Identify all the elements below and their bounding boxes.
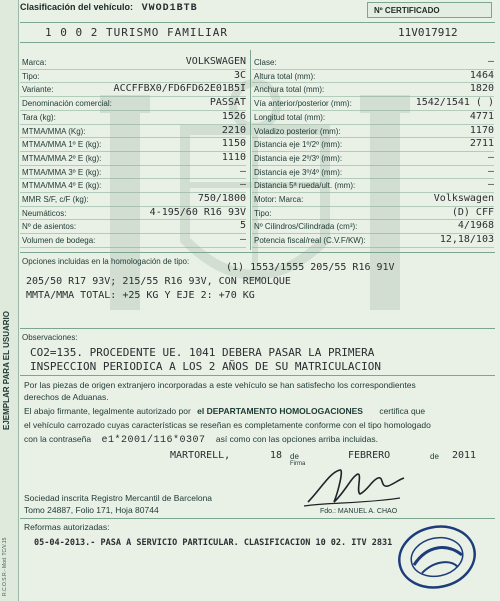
left_fields-label: Neumáticos: — [22, 208, 67, 218]
right_fields-label: Clase: — [254, 58, 277, 67]
classification-line: 1 0 0 2 TURISMO FAMILIAR — [45, 26, 228, 39]
right_fields-label: Distancia eje 2º/3º (mm): — [254, 153, 343, 163]
issue-year: 2011 — [452, 450, 477, 461]
right_fields-value: 4771 — [469, 110, 494, 122]
left_fields-label: Volumen de bodega: — [22, 236, 96, 246]
left_fields-value: VOLKSWAGEN — [185, 56, 246, 67]
right_fields-value: 2711 — [469, 138, 494, 150]
left_fields-value: ACCFFBX0/FD6FD62E01B5I — [113, 83, 246, 95]
reform-entry: 05-04-2013.- PASA A SERVICIO PARTICULAR. CLASIFICACION 10 02. ITV 2831 — [34, 538, 393, 548]
sidebar-label: EJEMPLAR PARA EL USUARIO — [2, 311, 11, 430]
signer-statement — [24, 406, 425, 416]
observations-line-2: INSPECCION PERIODICA A LOS 2 AÑOS DE SU MATRICULACION — [30, 360, 381, 373]
options-label: Opciones incluidas en la homologación de tipo: — [22, 257, 190, 266]
reforms-label: Reformas autorizadas: — [24, 522, 110, 532]
signer-statement-c: certifica que — [379, 406, 426, 416]
left_fields-label: MTMA/MMA 3º E (kg): — [22, 167, 102, 177]
left_fields-value: 1110 — [221, 151, 246, 163]
left_fields-value: 1526 — [221, 110, 246, 122]
classification-code: VWOD1BTB — [141, 3, 198, 14]
left_fields-label: Tipo: — [22, 71, 40, 81]
right_fields-value: (D) CFF — [451, 206, 494, 218]
right_fields-label: Tipo: — [254, 208, 272, 218]
signer-name: Fdo.: MANUEL A. CHAO — [320, 508, 398, 515]
approval-number: e1*2001/116*0307 — [101, 435, 206, 446]
registry-line-2: Tomo 24887, Folio 171, Hoja 80744 — [24, 505, 159, 515]
right_fields-value: 1542/1541 ( ) — [415, 97, 494, 109]
right_fields-value: 1170 — [469, 124, 494, 136]
right_fields-value: 4/1968 — [457, 220, 494, 232]
department-name: el DEPARTAMENTO HOMOLOGACIONES — [197, 406, 363, 416]
registry-line-1: Sociedad inscrita Registro Mercantil de Barcelona — [24, 493, 213, 503]
classification-header — [20, 2, 198, 14]
left_fields-label: MTMA/MMA 4º E (kg): — [22, 181, 102, 191]
right_fields-value: — — [487, 151, 494, 163]
right_fields-label: Potencia fiscal/real (C.V.F/KW): — [254, 236, 366, 246]
sidebar-model-code: R.C.O.S.R.- Mod. TC/V.15 — [2, 537, 8, 596]
customs-text: Por las piezas de origen extranjero incorporadas a este vehículo se han satisfecho los correspondientes — [24, 380, 416, 390]
options-line-2: 205/50 R17 93V; 215/55 R16 93V, CON REMOLQUE — [26, 276, 291, 287]
issue-day: 18 — [270, 450, 283, 461]
right_fields-label: Distancia eje 1º/2º (mm): — [254, 140, 343, 150]
certificate-number: 11V017912 — [398, 26, 458, 39]
right_fields-value: — — [487, 179, 494, 191]
left_fields-label: MTMA/MMA 1º E (kg): — [22, 140, 102, 150]
left_fields-label: Variante: — [22, 85, 54, 95]
left_fields-label: MTMA/MMA 2º E (kg): — [22, 153, 102, 163]
right_fields-value: 1464 — [469, 69, 494, 81]
sidebar-strip — [0, 0, 19, 601]
signature-caption: Firma — [290, 461, 306, 467]
right_fields-value: 1820 — [469, 83, 494, 95]
left_fields-label: Marca: — [22, 58, 47, 67]
left_fields-value: — — [239, 179, 246, 191]
options-line-1: (1) 1553/1555 205/55 R16 91V — [226, 262, 395, 273]
right_fields-value: Volkswagen — [433, 193, 494, 204]
issue-de-1: de — [290, 452, 299, 461]
right_fields-label: Altura total (mm): — [254, 71, 316, 81]
options-line-3: MMTA/MMA TOTAL: +25 KG Y EJE 2: +70 KG — [26, 290, 255, 301]
left_fields-value: 2210 — [221, 124, 246, 136]
right_fields-label: Vía anterior/posterior (mm): — [254, 99, 352, 109]
conformity-text: el vehículo carrozado cuyas características se reseñan es completamente conforme con el tipo homologado — [24, 420, 431, 430]
left_fields-label: Tara (kg): — [22, 112, 56, 122]
right_fields-value: — — [487, 165, 494, 177]
left_fields-value: 4-195/60 R16 93V — [149, 206, 246, 218]
right_fields-label: Distancia 5ª rueda/ult. (mm): — [254, 181, 356, 191]
approval-line — [24, 434, 378, 446]
right_fields-label: Motor: Marca: — [254, 195, 304, 204]
issue-place: MARTORELL, — [170, 450, 231, 461]
left_fields-value: 1150 — [221, 138, 246, 150]
right_fields-label: Voladizo posterior (mm): — [254, 126, 341, 136]
left_fields-value: 3C — [233, 69, 246, 81]
approval-label: con la contraseña — [24, 434, 92, 444]
approval-tail: así como con las opciones arriba incluidas. — [215, 434, 378, 444]
signer-statement-a: El abajo firmante, legalmente autorizado por — [24, 406, 191, 416]
issue-month: FEBRERO — [348, 450, 391, 461]
left_fields-label: MTMA/MMA (Kg): — [22, 126, 86, 136]
left_fields-value: 5 — [239, 220, 246, 232]
left_fields-value: 750/1800 — [197, 193, 246, 204]
left_fields-label: MMR S/F, c/F (kg): — [22, 195, 89, 204]
issue-de-2: de — [430, 452, 439, 461]
right_fields-label: Distancia eje 3º/4º (mm): — [254, 167, 343, 177]
observations-line-1: CO2=135. PROCEDENTE UE. 1041 DEBERA PASAR LA PRIMERA — [30, 346, 375, 359]
classification-label: Clasificación del vehículo: — [20, 2, 134, 12]
right_fields-label: Longitud total (mm): — [254, 112, 326, 122]
left_fields-value: — — [239, 234, 246, 246]
customs-text-2: derechos de Aduanas. — [24, 392, 109, 402]
right_fields-label: Nº Cilindros/Cilindrada (cm³): — [254, 222, 358, 232]
left_fields-label: Denominación comercial: — [22, 99, 112, 109]
right_fields-value: — — [487, 56, 494, 67]
right_fields-label: Anchura total (mm): — [254, 85, 325, 95]
right_fields-value: 12,18/103 — [439, 234, 494, 246]
official-stamp — [392, 515, 482, 595]
observations-label: Observaciones: — [22, 333, 78, 342]
certificate-label: Nº CERTIFICADO — [367, 2, 492, 18]
left_fields-value: PASSAT — [209, 97, 246, 109]
left_fields-label: Nº de asientos: — [22, 222, 77, 232]
handwritten-signature — [300, 462, 410, 512]
left_fields-value: — — [239, 165, 246, 177]
